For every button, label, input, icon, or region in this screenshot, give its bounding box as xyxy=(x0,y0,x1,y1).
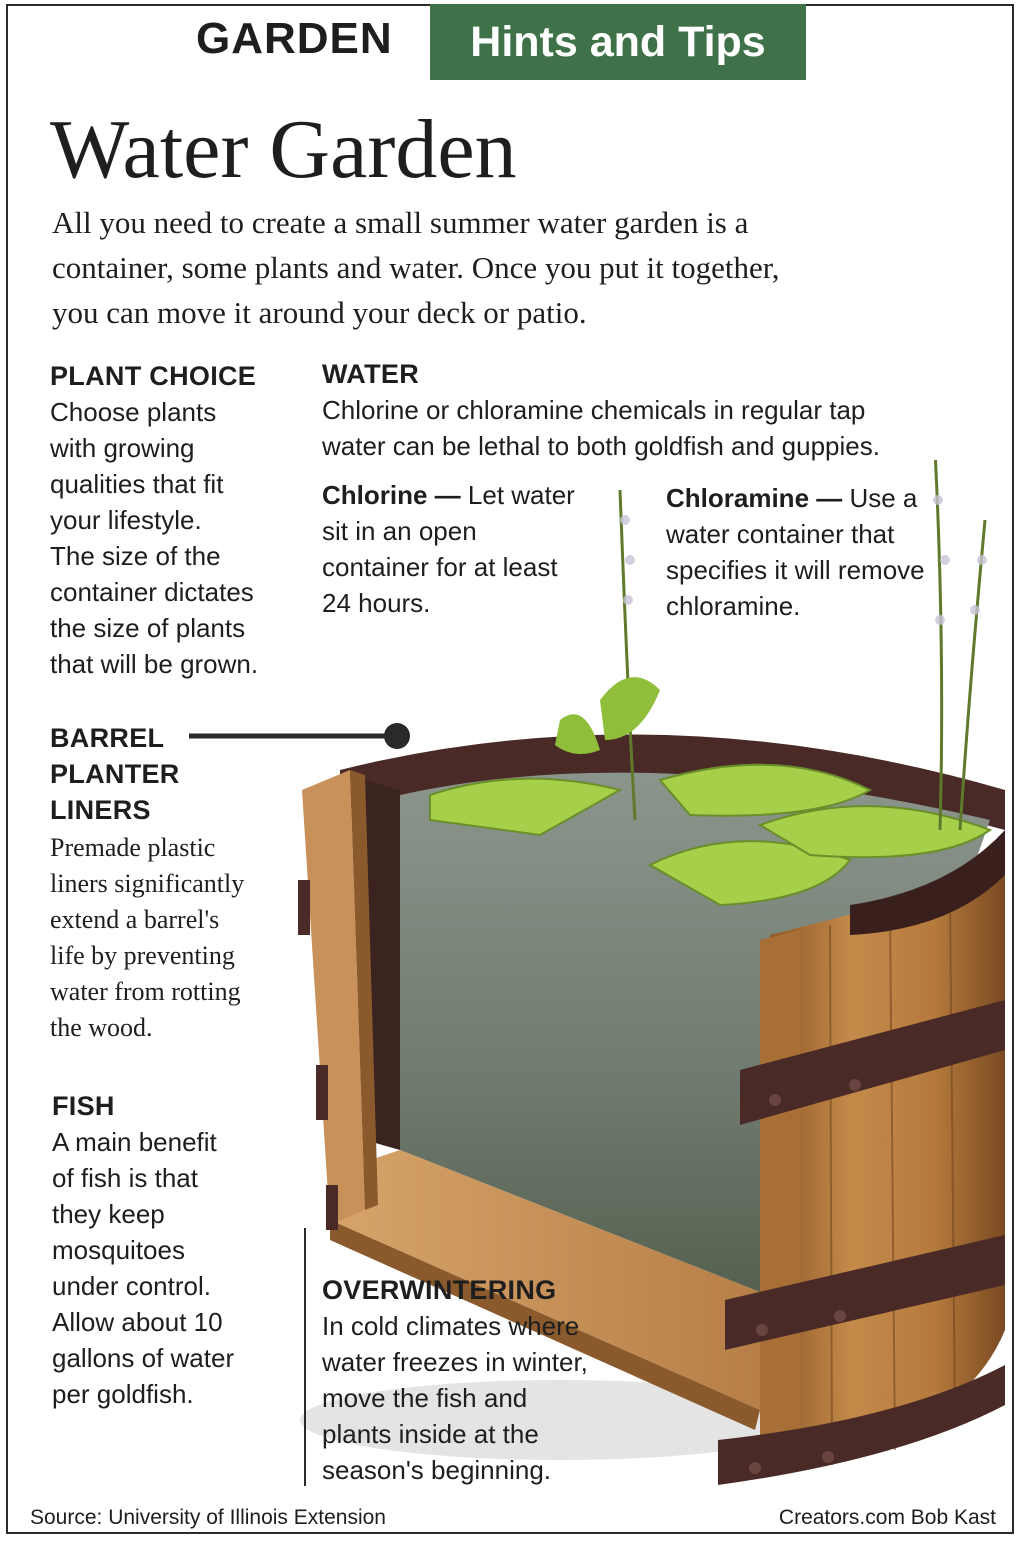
fish-text: A main benefit of fish is that they keep mosquitoes under control. Allow about 10 gallons of water per goldfish. xyxy=(52,1127,235,1409)
chloramine-label: Chloramine — xyxy=(666,483,843,513)
chloramine-text: Use a water container that specifies it will remove chloramine. xyxy=(666,483,925,621)
plant-choice-text: Choose plants with growing qualities that fit your lifestyle. The size of the container dictates the size of plants that will be grown. xyxy=(50,397,259,679)
overwintering-text: In cold climates where water freezes in winter, move the fish and plants inside at the season's beginning. xyxy=(322,1311,588,1485)
section-label: GARDEN xyxy=(196,14,393,63)
water-text: Chlorine or chloramine chemicals in regular tap water can be lethal to both goldfish and guppies. xyxy=(322,395,880,461)
artist-credit: Creators.com Bob Kast xyxy=(778,1506,996,1529)
hints-tips-banner: Hints and Tips xyxy=(430,4,806,80)
chloramine-note xyxy=(666,480,1006,624)
overwintering-heading: OVERWINTERING xyxy=(322,1275,557,1305)
plant-choice-heading: PLANT CHOICE xyxy=(50,361,257,391)
callout-pointer xyxy=(185,720,415,756)
source-credit: Source: University of Illinois Extension xyxy=(30,1506,386,1529)
chlorine-text: Let water sit in an open container for at least 24 hours. xyxy=(322,480,575,618)
column-divider xyxy=(304,1228,306,1486)
barrel-liners-heading: BARREL PLANTER LINERS xyxy=(50,723,180,825)
chlorine-label: Chlorine — xyxy=(322,480,461,510)
water-heading: WATER xyxy=(322,359,419,389)
intro-paragraph: All you need to create a small summer water garden is a container, some plants and water. Once you put it together, you can move it around your deck or patio. xyxy=(52,205,780,330)
page-title: Water Garden xyxy=(50,103,517,196)
fish-heading: FISH xyxy=(52,1091,115,1121)
chlorine-note xyxy=(322,477,642,621)
barrel-liners-text: Premade plastic liners significantly extend a barrel's life by preventing water from rotting the wood. xyxy=(50,833,245,1042)
barrel-body xyxy=(770,875,1005,1470)
